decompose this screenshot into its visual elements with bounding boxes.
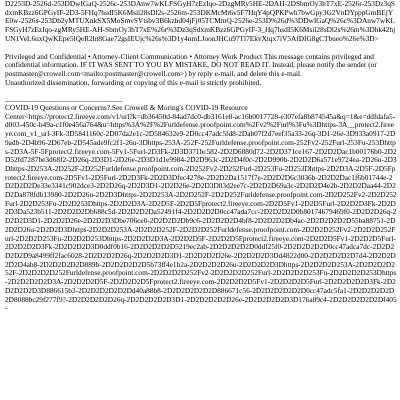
email-body (5, 0, 397, 400)
confidentiality-notice: Privileged and Confidential • Attorney-Client Communication • Attorney Work Product This message contains privileged and confidential information. IF IT WAS SENT TO YOU BY MISTAKE, DO NOT READ IT. Instead, please notify the sender (or postmaster@crowell.com<mailto:postmaster@crowell.com>) by reply e-mail, and delete this e-mail. (5, 51, 377, 78)
signature-divider: ________________________________ (5, 94, 123, 104)
covid-resource-center-link[interactable]: Center<https://protect2.fireeye.com/v1/url?k=db36450d-84ad7dc0-db3161e8-ac16b0017728-e307efa8b874545a&q=1&e=ddfdafa5-d003-450c-b49a-c1f0e456a764&u=https%3A%2F%2Furldefense.proofpoint.com%2Fv2%2Furl%3Fu%3Dhttps-3A__protect2.fireeye.com_v1_url-3Fk-3D5841160c-2D07da2e1c-2D584632e9-2D0cc47adc5fd8-2Dab07f2d7eef35a33-26q-3D1-26e-3D933a0917-2D9adb-2D4b96-2D67eb-2D545ade9fc2f1-26u-3Dhttps-253A-252F-252Furldefense.proofpoint.com-252Fv2-252Furl-253Fu-253Dhttps-2D3A-5F-5Fprotect2.fireeye.com-5Fv1-5Furl-2D3Fk-2D3D371bc582-2D2D6880d72-2D2D371ce167-2D2D2Dac1b00176b0-2D2D52fd7287be3d68f2-2D26q-2D3D1-2D26e-2D3D1d1e9984-2D2D963c-2D2D4f0c-2D2D990b-2D2D2D6a571e9724ea-2D26u-2D3Dhttps-2D253A-2D252F-2D252Furldefense.proofpoint.com-2D252Fv2-2D252Furl-2D253Fu-2D253Dhttps-2D2D3A-2D5F-2D5Fprotect2.fireeye.com-2D5Fv1-2D5Furl-2D2D3Fk-2D2D3Dfec4278e-2D2D2Da1517f7e-2D2D2D6c3036b-2D2D2Dac1f6b01744e-2D2D2D2De33e3341c902dce3-2D2D26q-2D2D3D1-2D2D26e-2D2D3D83d2ee7c-2D2D2D69a3c-2D2D2D4e2b-2D2D2Daa44-2D2D2Da878fdb13980-2D2D26u-2D2D3Dhttps-2D2D253A-2D2D252F-2D2D252Furldefense.proofpoint.com-2D2D252Fv2-2D2D252Furl-2D2D253Fu-2D2D253Dhttps-2D2D2D3A-2D2D5F-2D2D5Fprotect2.fireeye.com-2D2D5Fv1-2D2D5Furl-2D2D2D3Fk-2D2D2D3Da523b511-2D2D2D2Db688c5d-2D2D2D2Da52491f4-2D2D2D2D0cc47ada7cc-2D2D2D2D0b80174679469f0-2D2D2D26q-2D2D2D3D1-2D2D2D26e-2D2D2D3Dbe706ce0-2D2D2D2Db9c6-2D2D2D2D4bf8-2D2D2D2Db4ac-2D2D2D2D2D55ba88751-2D2D2D26u-2D2D2D3Dhttps-2D2D2D253A-2D2D2D252F-2D2D2D252Furldefense.proofpoint.com-2D2D2D252Fv2-2D2D2D252Furl-2D2D2D253Fu-2D2D2D253Dhttps-2D2D2D2D3A-2D2D2D5F-2D2D2D5Fprotect2.fireeye.com-2D2D2D5Fv1-2D2D2D5Furl-2D2D2D2D3Fk-2D2D2D2D3D0ddf0b16-2D2D2D2D2D5219ec2ab-2D2D2D2D2D0ddf25f0-2D2D2D2D2D0cc47adca7dc-2D2D2D2D2D9a8499ff2fac6028-2D2D2D2D26q-2D2D2D2D3D1-2D2D2D2D26e-2D2D2D2D3Dd4822d00-2D2D2D2D2D7d4-2D2D2D2D2D4ab8-2D2D2D2D2D889b-2D2D2D2D2D5b73ff4e1b2a-2D2D2D2D26u-2D2D2D2D3Dhttps-2D2D2D2D253A-2D2D2D2D252F-2D2D2D2D252Furldefense.proofpoint.com-2D2D2D2D252Fv2-2D2D2D2D252Furl-2D2D2D2D253Fu-2D2D2D2D253Dhttps-2D2D2D2D2D3A-2D2D2D2D5F-2D2D2D2D5Fprotect2.fireeye.com-2D2D2D2D5Fv1-2D2D2D2D5Furl-2D2D2D2D2D3Fk-2D2D2D2D2D3D886615b3-2D2D2D2D2D2Dd40a88b8-2D2D2D2D2D2D886671c56-2D2D2D2D2D2D0cc47adc5fa1-2D2D2D2D2D2D8088bc29f277f9?-2D2D2D2D2D26q-2D2D2D2D2D3D1-2D2D2D2D2D26e-2D2D2D2D2D3D176a89c4-2D2D2D2D2D2Df405- (5, 111, 397, 313)
unauthorized-dissemination-notice: Unauthorized dissemination, forwarding or copying of this e-mail is strictly prohibited. (5, 77, 262, 87)
covid-resource-heading: COVID-19 Questions or Concerns? See Crowell & Moring's COVID-19 Resource (5, 103, 248, 113)
proofpoint-url-continuation[interactable]: D2253D-2526d-253DDwIGaQ-2526c-253DAnw7wKLFSGyH7zEzIqo-2DzgMRy5HE-2DAH-2DSbmOy3hT7xE-2526r-253Dz3qSdxmKBzz6GPGyIF-2D3-5FHq7hsdI5K6Msil28sDl2s-2526m-253DKMcMt6v5F7HqY4pQPKPwh7bwGpy3G2VnDYpppGmBEjYE0w-2526s-253Db2yMTUXnkSX5MoSmvSVtsbv3B6kzhd04jFj05TCMmQ-2526e-253D%26d%3DDwIGaQ%26c%3DAnw7wKLFSGyH7zEzIqo-zgMRy5HE-AH-SbmOy3hT7xE%26r%3Dz3qSdxmKBzz6GPGyIF-3_Hq7hsdI5K6Msil28sDl2s%26m%3Dhk42hjUN1VeL6uxQwKEpe5lQeR2ht8Gae72gsIEUjc%26s%3D1y4nmLJoonJHCu97Tl7EkvXtqx7iV5AfDIG8gCTbueo%26e%3D> (5, 0, 396, 43)
